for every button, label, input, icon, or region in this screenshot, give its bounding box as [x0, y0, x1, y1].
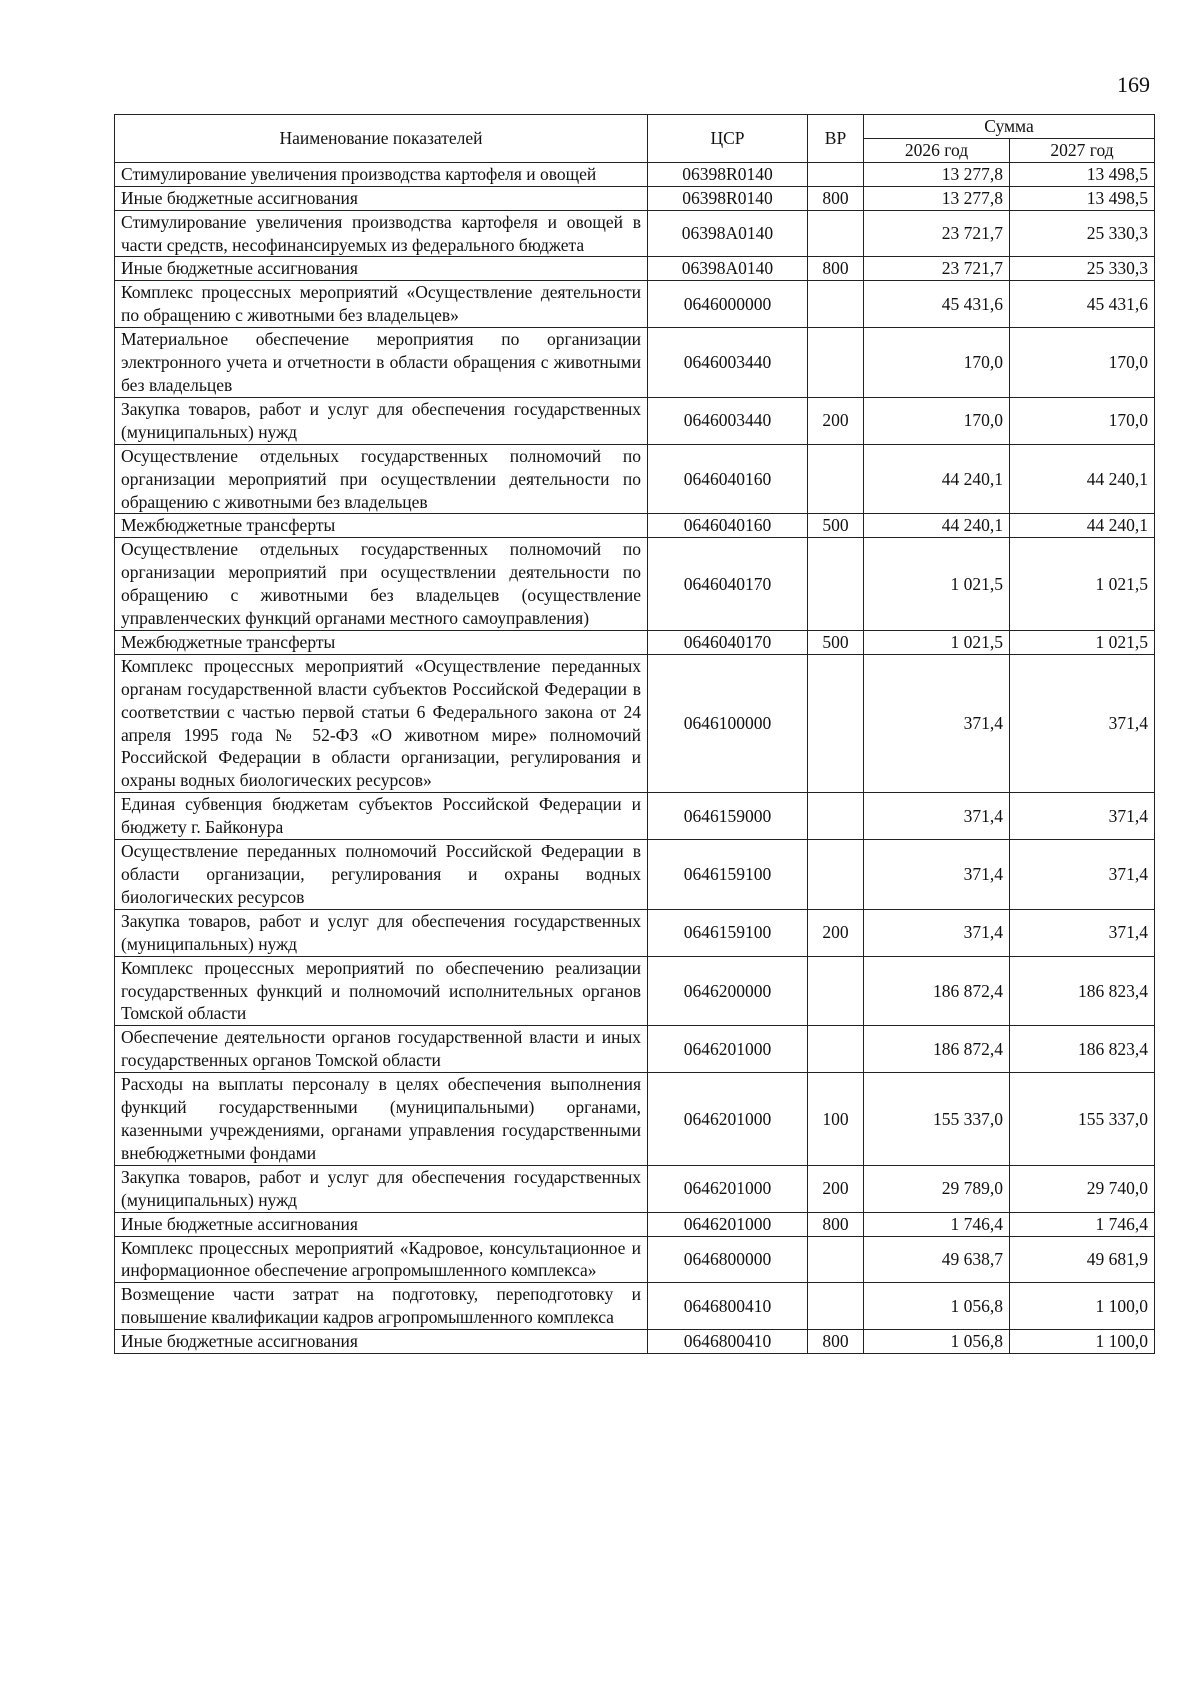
row-vr-code	[808, 1283, 864, 1330]
row-csr-code: 0646159000	[648, 793, 808, 840]
row-name: Закупка товаров, работ и услуг для обеспечения государственных (муниципальных) нужд	[115, 1165, 648, 1212]
row-vr-code	[808, 1236, 864, 1283]
row-sum-2026: 1 056,8	[864, 1330, 1010, 1354]
row-sum-2027: 25 330,3	[1010, 257, 1155, 281]
row-vr-code: 800	[808, 257, 864, 281]
row-name: Закупка товаров, работ и услуг для обеспечения государственных (муниципальных) нужд	[115, 397, 648, 444]
row-name: Межбюджетные трансферты	[115, 514, 648, 538]
row-name: Обеспечение деятельности органов государственной власти и иных государственных органов Томской области	[115, 1026, 648, 1073]
row-vr-code: 200	[808, 397, 864, 444]
row-csr-code: 0646800410	[648, 1283, 808, 1330]
row-name: Комплекс процессных мероприятий «Кадровое, консультационное и информационное обеспечение агропромышленного комплекса»	[115, 1236, 648, 1283]
table-row	[115, 909, 1155, 956]
table-row	[115, 654, 1155, 792]
row-sum-2026: 371,4	[864, 793, 1010, 840]
row-sum-2027: 29 740,0	[1010, 1165, 1155, 1212]
row-vr-code: 800	[808, 186, 864, 210]
row-sum-2027: 1 021,5	[1010, 630, 1155, 654]
row-name: Комплекс процессных мероприятий «Осуществление деятельности по обращению с животными без владельцев»	[115, 281, 648, 328]
table-row	[115, 210, 1155, 257]
header-year-2027: 2027 год	[1010, 138, 1155, 162]
table-row	[115, 1026, 1155, 1073]
row-sum-2027: 1 021,5	[1010, 538, 1155, 631]
row-csr-code: 0646201000	[648, 1212, 808, 1236]
row-sum-2027: 45 431,6	[1010, 281, 1155, 328]
row-name: Осуществление переданных полномочий Российской Федерации в области организации, регулирования и охраны водных биологических ресурсов	[115, 840, 648, 910]
row-name: Возмещение части затрат на подготовку, переподготовку и повышение квалификации кадров агропромышленного комплекса	[115, 1283, 648, 1330]
row-csr-code: 0646800410	[648, 1330, 808, 1354]
row-sum-2026: 186 872,4	[864, 956, 1010, 1026]
row-csr-code: 0646003440	[648, 328, 808, 398]
row-sum-2027: 186 823,4	[1010, 1026, 1155, 1073]
row-csr-code: 0646100000	[648, 654, 808, 792]
row-sum-2027: 371,4	[1010, 909, 1155, 956]
row-sum-2027: 1 746,4	[1010, 1212, 1155, 1236]
table-row	[115, 1236, 1155, 1283]
row-name: Иные бюджетные ассигнования	[115, 257, 648, 281]
row-sum-2026: 45 431,6	[864, 281, 1010, 328]
table-row	[115, 793, 1155, 840]
row-csr-code: 0646040160	[648, 444, 808, 514]
row-name: Осуществление отдельных государственных полномочий по организации мероприятий при осуществлении деятельности по обращению с животными без владельцев (осуществление управленческих функций органами местного самоуправления)	[115, 538, 648, 631]
row-sum-2026: 23 721,7	[864, 210, 1010, 257]
row-sum-2026: 186 872,4	[864, 1026, 1010, 1073]
table-row	[115, 186, 1155, 210]
row-vr-code: 800	[808, 1212, 864, 1236]
header-sum: Сумма	[864, 115, 1155, 139]
row-vr-code	[808, 281, 864, 328]
row-sum-2026: 371,4	[864, 909, 1010, 956]
header-year-2026: 2026 год	[864, 138, 1010, 162]
row-sum-2027: 13 498,5	[1010, 186, 1155, 210]
table-row	[115, 514, 1155, 538]
row-vr-code: 500	[808, 630, 864, 654]
row-sum-2027: 44 240,1	[1010, 514, 1155, 538]
table-row	[115, 840, 1155, 910]
row-vr-code: 200	[808, 909, 864, 956]
row-csr-code: 0646200000	[648, 956, 808, 1026]
row-sum-2026: 1 056,8	[864, 1283, 1010, 1330]
row-csr-code: 0646040170	[648, 630, 808, 654]
table-header	[115, 115, 1155, 163]
row-sum-2026: 371,4	[864, 654, 1010, 792]
row-csr-code: 0646040160	[648, 514, 808, 538]
row-sum-2027: 1 100,0	[1010, 1330, 1155, 1354]
row-sum-2027: 1 100,0	[1010, 1283, 1155, 1330]
row-sum-2026: 155 337,0	[864, 1073, 1010, 1166]
row-sum-2027: 371,4	[1010, 793, 1155, 840]
row-sum-2026: 170,0	[864, 397, 1010, 444]
table-row	[115, 1165, 1155, 1212]
row-csr-code: 0646040170	[648, 538, 808, 631]
row-csr-code: 06398R0140	[648, 186, 808, 210]
row-name: Закупка товаров, работ и услуг для обеспечения государственных (муниципальных) нужд	[115, 909, 648, 956]
row-vr-code	[808, 1026, 864, 1073]
row-vr-code: 800	[808, 1330, 864, 1354]
row-sum-2026: 44 240,1	[864, 514, 1010, 538]
row-vr-code	[808, 840, 864, 910]
row-name: Иные бюджетные ассигнования	[115, 186, 648, 210]
row-csr-code: 0646201000	[648, 1026, 808, 1073]
row-csr-code: 0646000000	[648, 281, 808, 328]
table-row	[115, 444, 1155, 514]
row-name: Осуществление отдельных государственных полномочий по организации мероприятий при осуществлении деятельности по обращению с животными без владельцев	[115, 444, 648, 514]
row-vr-code	[808, 654, 864, 792]
row-vr-code	[808, 444, 864, 514]
row-vr-code	[808, 328, 864, 398]
row-csr-code: 0646159100	[648, 909, 808, 956]
row-sum-2027: 371,4	[1010, 654, 1155, 792]
page-number: 169	[1117, 72, 1150, 97]
table-body	[115, 162, 1155, 1353]
row-vr-code	[808, 956, 864, 1026]
row-name: Материальное обеспечение мероприятия по организации электронного учета и отчетности в области обращения с животными без владельцев	[115, 328, 648, 398]
row-sum-2026: 13 277,8	[864, 186, 1010, 210]
row-name: Иные бюджетные ассигнования	[115, 1330, 648, 1354]
table-row	[115, 1330, 1155, 1354]
row-sum-2026: 13 277,8	[864, 162, 1010, 186]
row-csr-code: 0646159100	[648, 840, 808, 910]
row-vr-code	[808, 162, 864, 186]
table-row	[115, 1283, 1155, 1330]
table-row	[115, 162, 1155, 186]
row-name: Расходы на выплаты персоналу в целях обеспечения выполнения функций государственными (муниципальными) органами, казенными учреждениями, органами управления государственными внебюджетными фондами	[115, 1073, 648, 1166]
row-sum-2027: 186 823,4	[1010, 956, 1155, 1026]
row-name: Комплекс процессных мероприятий по обеспечению реализации государственных функций и полномочий исполнительных органов Томской области	[115, 956, 648, 1026]
row-csr-code: 06398R0140	[648, 162, 808, 186]
row-sum-2026: 49 638,7	[864, 1236, 1010, 1283]
row-vr-code	[808, 793, 864, 840]
row-csr-code: 0646201000	[648, 1073, 808, 1166]
row-sum-2026: 1 021,5	[864, 538, 1010, 631]
table-row	[115, 328, 1155, 398]
row-sum-2027: 13 498,5	[1010, 162, 1155, 186]
table-row	[115, 281, 1155, 328]
header-name: Наименование показателей	[115, 115, 648, 163]
row-sum-2027: 44 240,1	[1010, 444, 1155, 514]
row-csr-code: 0646003440	[648, 397, 808, 444]
row-name: Единая субвенция бюджетам субъектов Российской Федерации и бюджету г. Байконура	[115, 793, 648, 840]
table-row	[115, 956, 1155, 1026]
row-sum-2026: 1 746,4	[864, 1212, 1010, 1236]
row-vr-code	[808, 538, 864, 631]
row-sum-2027: 371,4	[1010, 840, 1155, 910]
row-csr-code: 0646201000	[648, 1165, 808, 1212]
table-row	[115, 1073, 1155, 1166]
row-vr-code	[808, 210, 864, 257]
header-csr: ЦСР	[648, 115, 808, 163]
row-sum-2027: 49 681,9	[1010, 1236, 1155, 1283]
table-row	[115, 257, 1155, 281]
row-name: Стимулирование увеличения производства картофеля и овощей	[115, 162, 648, 186]
table-row	[115, 397, 1155, 444]
table-row	[115, 1212, 1155, 1236]
row-sum-2026: 29 789,0	[864, 1165, 1010, 1212]
row-vr-code: 200	[808, 1165, 864, 1212]
row-sum-2026: 23 721,7	[864, 257, 1010, 281]
row-name: Стимулирование увеличения производства картофеля и овощей в части средств, несофинансируемых из федерального бюджета	[115, 210, 648, 257]
header-vr: ВР	[808, 115, 864, 163]
row-name: Иные бюджетные ассигнования	[115, 1212, 648, 1236]
table-row	[115, 630, 1155, 654]
row-csr-code: 0646800000	[648, 1236, 808, 1283]
row-csr-code: 06398A0140	[648, 210, 808, 257]
row-sum-2026: 1 021,5	[864, 630, 1010, 654]
row-sum-2027: 25 330,3	[1010, 210, 1155, 257]
row-name: Межбюджетные трансферты	[115, 630, 648, 654]
row-name: Комплекс процессных мероприятий «Осуществление переданных органам государственной власти субъектов Российской Федерации в соответствии с частью первой статьи 6 Федерального закона от 24 апреля 1995 года № 52-ФЗ «О животном мире» полномочий Российской Федерации в области организации, регулирования и охраны водных биологических ресурсов»	[115, 654, 648, 792]
row-vr-code: 100	[808, 1073, 864, 1166]
table-row	[115, 538, 1155, 631]
row-sum-2027: 155 337,0	[1010, 1073, 1155, 1166]
row-sum-2026: 371,4	[864, 840, 1010, 910]
row-sum-2026: 44 240,1	[864, 444, 1010, 514]
row-sum-2027: 170,0	[1010, 328, 1155, 398]
row-csr-code: 06398A0140	[648, 257, 808, 281]
row-sum-2027: 170,0	[1010, 397, 1155, 444]
row-sum-2026: 170,0	[864, 328, 1010, 398]
row-vr-code: 500	[808, 514, 864, 538]
budget-table	[114, 114, 1155, 1354]
